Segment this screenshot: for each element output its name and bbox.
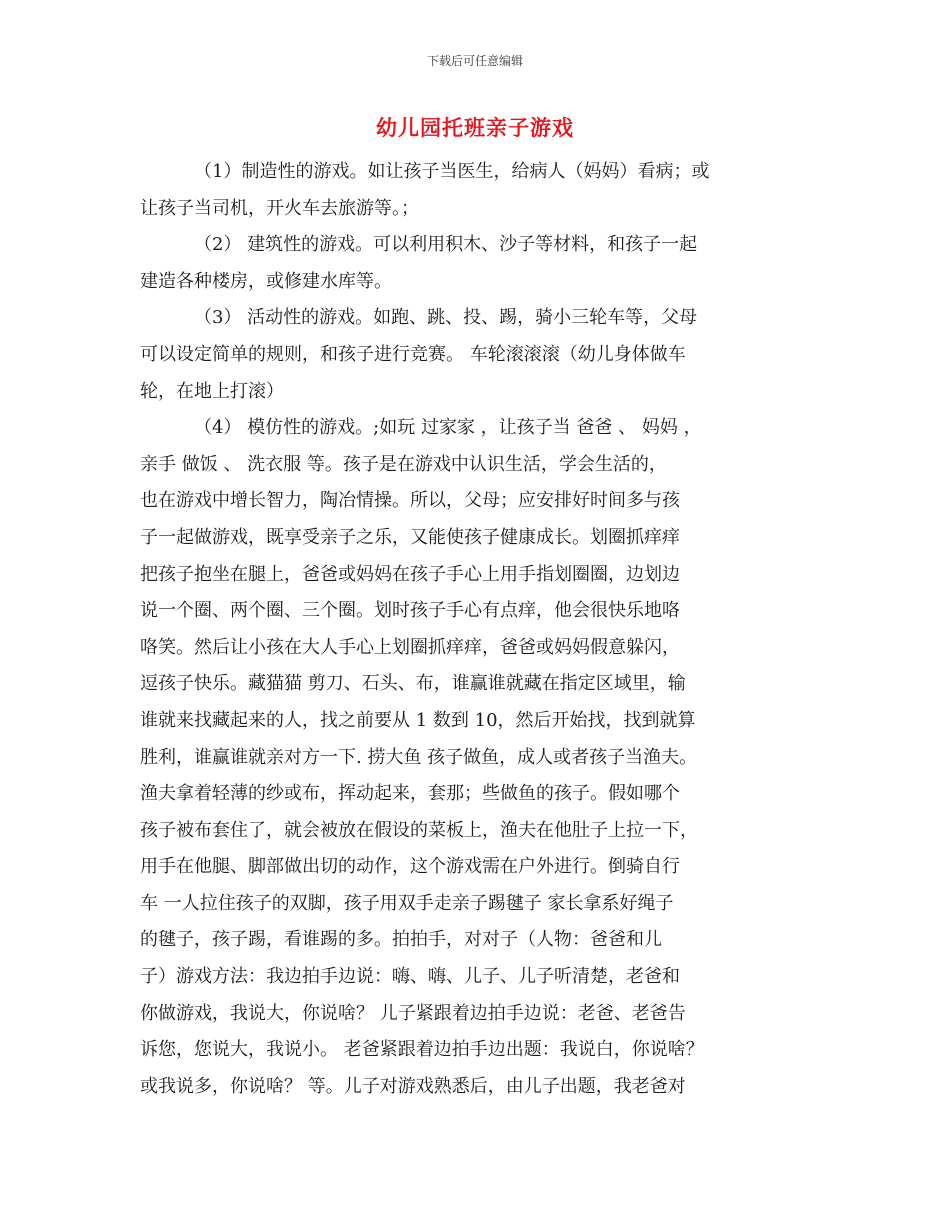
paragraph-4-line-5: 把孩子抱坐在腿上，爸爸或妈妈在孩子手心上用手指划圈圈，边划边 [140, 563, 680, 585]
paragraph-4-line-7: 咯笑。然后让小孩在大人手心上划圈抓痒痒，爸爸或妈妈假意躲闪， [140, 636, 680, 658]
page-header: 下载后可任意编辑 [426, 54, 523, 68]
paragraph-4-line-17: 你做游戏，我说大，你说啥？ 儿子紧跟着边拍手边说：老爸、老爸告 [140, 1002, 686, 1024]
paragraph-4-line-2: 亲手 做饭 、 洗衣服 等。孩子是在游戏中认识生活，学会生活的， [140, 453, 667, 475]
paragraph-4-line-1: （4） 模仿性的游戏。;如玩 过家家 ，让孩子当 爸爸 、 妈妈 ， [194, 417, 702, 439]
paragraph-4-line-11: 渔夫拿着轻薄的纱或布，挥动起来，套那；些做鱼的孩子。假如哪个 [140, 783, 680, 805]
paragraph-1-line-2: 让孩子当司机，开火车去旅游等。； [140, 197, 419, 219]
paragraph-4-line-12: 孩子被布套住了，就会被放在假设的菜板上，渔夫在他肚子上拉一下， [140, 819, 698, 841]
paragraph-4-line-13: 用手在他腿、脚部做出切的动作，这个游戏需在户外进行。倒骑自行 [140, 856, 680, 878]
paragraph-3-line-2: 可以设定简单的规则，和孩子进行竞赛。 车轮滚滚滚（幼儿身体做车 [140, 343, 686, 365]
paragraph-4-line-14: 车 一人拉住孩子的双脚，孩子用双手走亲子踢毽子 家长拿系好绳子 [140, 892, 674, 914]
paragraph-4-line-3: 也在游戏中增长智力，陶冶情操。所以，父母；应安排好时间多与孩 [140, 490, 680, 512]
paragraph-4-line-19: 或我说多，你说啥？ 等。儿子对游戏熟悉后，由儿子出题，我老爸对 [140, 1075, 686, 1097]
document-body [140, 154, 840, 1105]
paragraph-4-line-16: 子）游戏方法：我边拍手边说：嗨、嗨、儿子、儿子听清楚，老爸和 [140, 966, 680, 988]
paragraph-2-line-1: （2） 建筑性的游戏。可以利用积木、沙子等材料，和孩子一起 [194, 234, 698, 256]
paragraph-4-line-10: 胜利，谁赢谁就亲对方一下. 捞大鱼 孩子做鱼，成人或者孩子当渔夫。 [140, 746, 698, 768]
paragraph-4-line-6: 说一个圈、两个圈、三个圈。划时孩子手心有点痒，他会很快乐地咯 [140, 600, 680, 622]
paragraph-4-line-18: 诉您，您说大，我说小。 老爸紧跟着边拍手边出题：我说白，你说啥？ [140, 1039, 704, 1061]
paragraph-3-line-3: 轮，在地上打滚） [140, 380, 284, 402]
paragraph-4-line-4: 子一起做游戏，既享受亲子之乐，又能使孩子健康成长。划圈抓痒痒 [140, 526, 680, 548]
paragraph-4-line-8: 逗孩子快乐。藏猫猫 剪刀、石头、布，谁赢谁就藏在指定区域里，输 [140, 673, 686, 695]
paragraph-2-line-2: 建造各种楼房，或修建水库等。 [140, 270, 392, 292]
document-title: 幼儿园托班亲子游戏 [376, 115, 574, 140]
paragraph-4-line-9: 谁就来找藏起来的人，找之前要从 1 数到 10，然后开始找，找到就算 [140, 709, 696, 731]
paragraph-1-line-1: （1）制造性的游戏。如让孩子当医生，给病人（妈妈）看病；或 [194, 161, 710, 182]
paragraph-4-line-15: 的毽子，孩子踢，看谁踢的多。拍拍手，对对子（人物：爸爸和儿 [140, 929, 662, 951]
paragraph-3-line-1: （3） 活动性的游戏。如跑、跳、投、踢，骑小三轮车等，父母 [194, 307, 698, 329]
